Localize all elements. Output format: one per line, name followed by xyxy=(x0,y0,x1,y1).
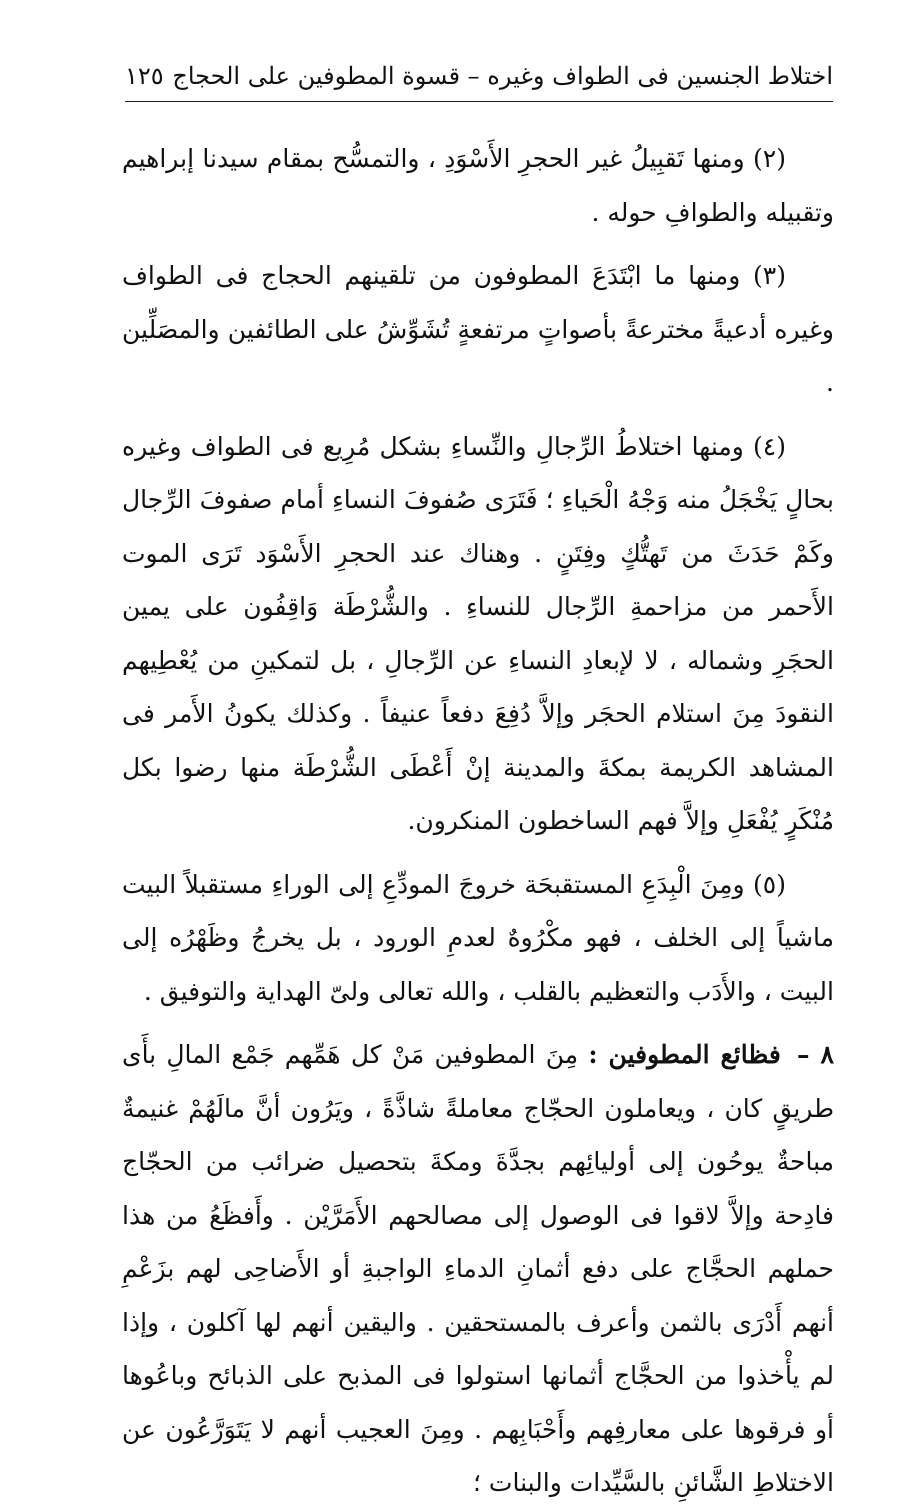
page-body xyxy=(122,132,834,1510)
section-heading: فظائع المطوفين : xyxy=(588,1040,781,1069)
paragraph-item-2: (٢) ومنها تَقبِيلُ غير الحجرِ الأَسْوَدِ ، والتمسُّح بمقام سيدنا إبراهيم وتقبيله والطوافِ حوله . xyxy=(122,144,834,227)
header-title: اختلاط الجنسين فى الطواف وغيره – قسوة المطوفين على الحجاج xyxy=(172,62,833,90)
paragraph-gap xyxy=(122,239,834,249)
header-divider xyxy=(125,101,833,102)
paragraph-item-5: (٥) ومِنَ الْبِدَعِ المستقبحَة خروجَ المودِّعِ إلى الوراءِ مستقبلاً البيت ماشياً إلى الخلف ، فهو مكْرُوهٌ لعدمِ الورود ، بل يخرجُ وظَهْرُه إلى البيت ، والأَدَب والتعظيم بالقلب ، والله تعالى ولىّ الهداية والتوفيق . xyxy=(122,869,834,1006)
paragraph-item-3: (٣) ومنها ما ابْتَدَعَ المطوفون من تلقينهم الحجاج فى الطواف وغيره أدعيةً مخترعةً بأصواتٍ مرتفعةٍ تُشَوِّشُ على الطائفين والمصَلِّين . xyxy=(122,261,834,397)
paragraph-item-4: (٤) ومنها اختلاطُ الرِّجالِ والنِّساءِ بشكل مُرِيع فى الطواف وغيره بحالٍ يَخْجَلُ منه وَجْهُ الْحَياءِ ؛ فَتَرَى صُفوفَ النساءِ أمام صفوفَ الرِّجال وكَمْ حَدَثَ من تَهتُّكٍ وفِتَنٍ . وهناك عند الحجرِ الأَسْوَد تَرَى الموت الأَحمر من مزاحمةِ الرِّجال للنساءِ . والشُّرْطَة وَاقِفُون على يمين الحجَرِ وشماله ، لا لإبعادِ النساءِ عن الرِّجالِ ، بل لتمكينِ من يُعْطِيهم النقودَ مِنَ استلام الحجَر وإلاَّ دُفِعَ دفعاً عنيفاً . وكذلك يكونُ الأَمر فى المشاهد الكريمة بمكةَ والمدينة إنْ أَعْطَى الشُّرْطَة منها رضوا بكل مُنْكَرٍ يُفْعَلِ وإلاَّ فهم الساخطون المنكرون. xyxy=(122,431,834,835)
running-header xyxy=(125,58,833,98)
section-body-text: مِنَ المطوفين مَنْ كل هَمِّهم جَمْع المالِ بأَى طريقٍ كان ، ويعاملون الحجّاج معاملةً شاذَّةً ، ويَرُون أنَّ مالَهُمْ غنيمةٌ مباحةٌ يوحُون إلى أوليائِهم بجدَّةَ ومكةَ بتحصيل ضرائب من الحجّاج فادِحة وإلاَّ لاقوا فى الوصول إلى مصالحهم الأَمَرَّيْن . وأَفظَعُ من هذا حملهم الحجَّاج على دفع أثمانِ الدماءِ الواجبةِ أو الأَضاحِى لهم بزَعْمِ أنهم أَدْرَى بالثمن وأعرف بالمستحقين . واليقين أنهم لها آكلون ، وإذا لم يأْخذوا من الحجَّاج أثمانها استولوا فى المذبح على الذبائح وباعُوها أو فرقوها على معارفِهم وأَحْبَابِهم . ومِنَ العجيب أنهم لا يَتَوَرَّعُون عن الاختلاطِ الشَّائنِ بالسَّيِّدات والبنات ؛ xyxy=(122,1040,834,1497)
paragraph-gap xyxy=(122,410,834,420)
page-number: ١٢٥ xyxy=(125,62,164,90)
paragraph-gap xyxy=(122,1018,834,1028)
section-number: ٨ – xyxy=(797,1040,834,1069)
section-8-paragraph xyxy=(122,1028,834,1510)
paragraph-gap xyxy=(122,848,834,858)
